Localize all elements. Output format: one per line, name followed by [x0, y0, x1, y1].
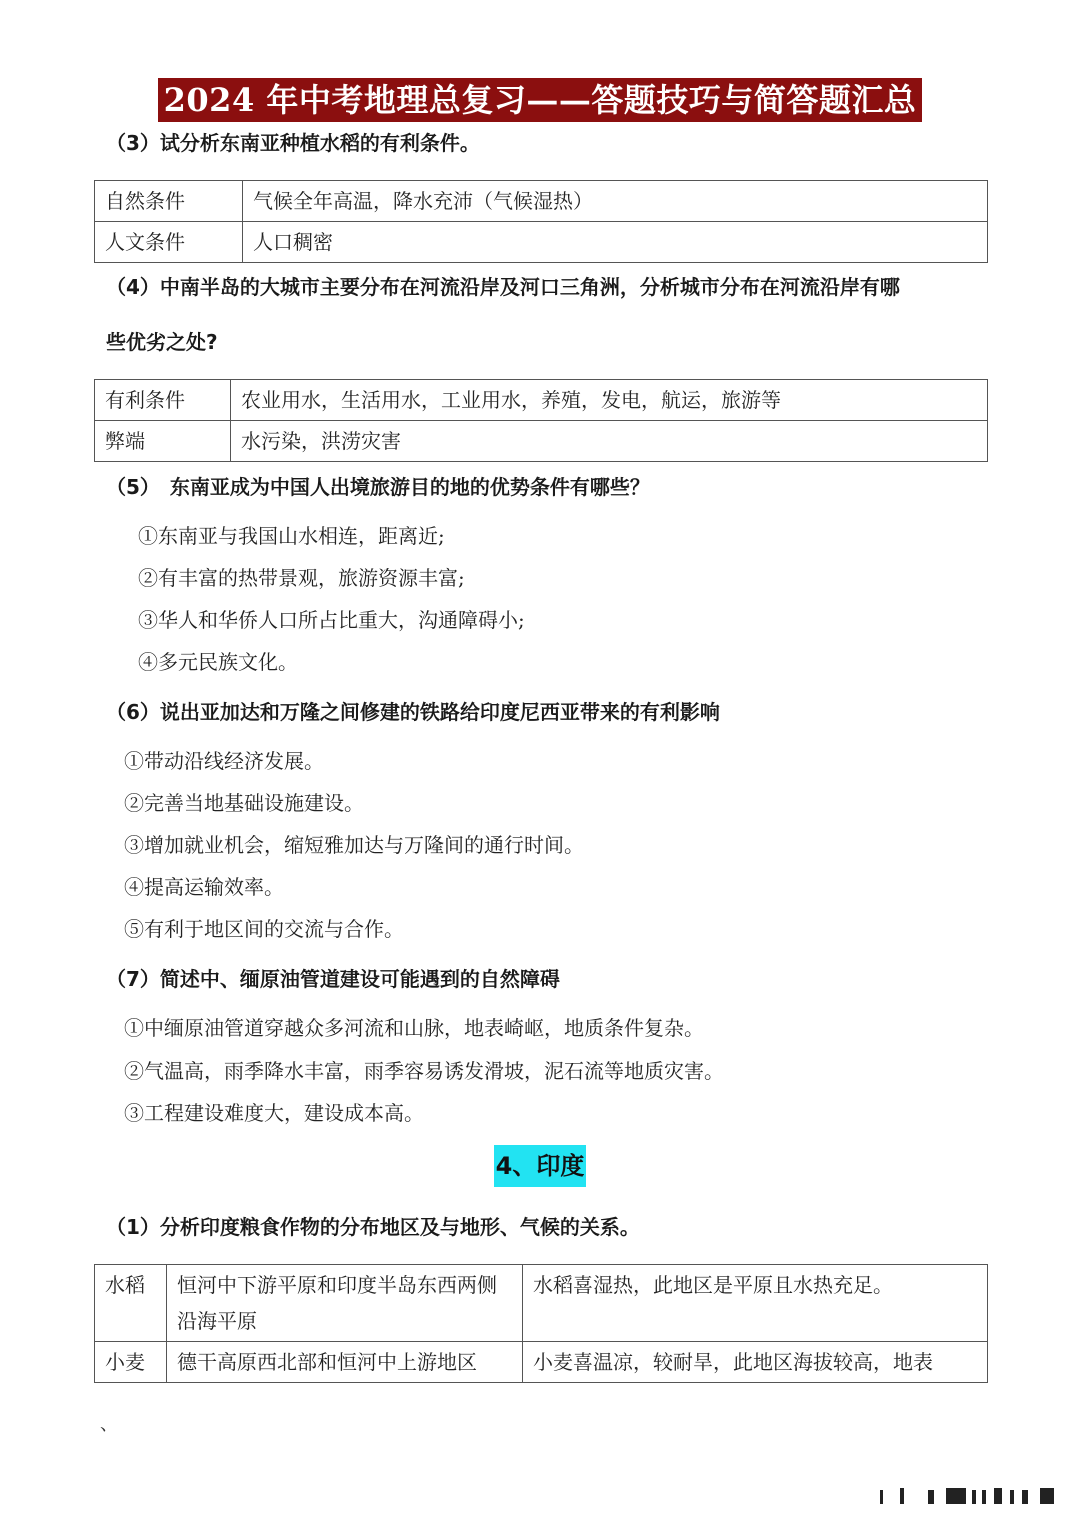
table-row [95, 181, 988, 222]
table-row [95, 1265, 988, 1342]
crop-table [94, 1264, 988, 1383]
section4-question-1: （1）分析印度粮食作物的分布地区及与地形、气候的关系。 [106, 1215, 640, 1239]
question-6: （6）说出亚加达和万隆之间修建的铁路给印度尼西亚带来的有利影响 [106, 700, 720, 724]
bar-mark [982, 1490, 986, 1504]
crop-name-0: 水稻 [95, 1265, 167, 1342]
bar-mark [946, 1488, 966, 1504]
q3-label-1: 人文条件 [95, 222, 243, 263]
table-row [95, 380, 988, 421]
q7-item-3: ③工程建设难度大，建设成本高。 [124, 1101, 424, 1125]
q5-item-2: ②有丰富的热带景观，旅游资源丰富; [138, 566, 465, 590]
q4-value-1: 水污染，洪涝灾害 [231, 421, 988, 462]
question-7: （7）简述中、缅原油管道建设可能遇到的自然障碍 [106, 967, 560, 991]
q3-table [94, 180, 988, 263]
bar-mark [1010, 1490, 1014, 1504]
q7-item-2: ②气温高，雨季降水丰富，雨季容易诱发滑坡，泥石流等地质灾害。 [124, 1059, 724, 1083]
q5-item-4: ④多元民族文化。 [138, 650, 298, 674]
q4-table [94, 379, 988, 462]
q3-value-0: 气候全年高温，降水充沛（气候湿热） [243, 181, 988, 222]
table-row [95, 421, 988, 462]
question-4-line2: 些优劣之处? [106, 330, 218, 354]
bar-mark [972, 1490, 976, 1504]
bar-mark [900, 1488, 904, 1504]
q3-label-0: 自然条件 [95, 181, 243, 222]
question-4-line1: （4）中南半岛的大城市主要分布在河流沿岸及河口三角洲，分析城市分布在河流沿岸有哪 [106, 275, 900, 299]
question-3: （3）试分析东南亚种植水稻的有利条件。 [106, 131, 480, 155]
page-title: 2024 年中考地理总复习——答题技巧与简答题汇总 [158, 78, 923, 122]
bar-mark [928, 1490, 934, 1504]
bar-mark [880, 1490, 883, 1504]
q6-item-5: ⑤有利于地区间的交流与合作。 [124, 917, 404, 941]
bar-mark [994, 1488, 1002, 1504]
bar-mark [1022, 1490, 1028, 1504]
table-row [95, 222, 988, 263]
bar-mark [1040, 1488, 1054, 1504]
section-heading-container [0, 1145, 1080, 1187]
q5-item-3: ③华人和华侨人口所占比重大，沟通障碍小; [138, 608, 525, 632]
title-container [0, 78, 1080, 122]
crop-relation-1: 小麦喜温凉，较耐旱，此地区海拔较高，地表 [523, 1342, 988, 1383]
q7-item-1: ①中缅原油管道穿越众多河流和山脉，地表崎岖，地质条件复杂。 [124, 1016, 704, 1040]
q6-item-2: ②完善当地基础设施建设。 [124, 791, 364, 815]
crop-name-1: 小麦 [95, 1342, 167, 1383]
q5-item-1: ①东南亚与我国山水相连，距离近; [138, 524, 445, 548]
q6-item-3: ③增加就业机会，缩短雅加达与万隆间的通行时间。 [124, 833, 584, 857]
crop-region-1: 德干高原西北部和恒河中上游地区 [167, 1342, 523, 1383]
table-row [95, 1342, 988, 1383]
footer-mark: 、 [100, 1414, 118, 1435]
crop-relation-0: 水稻喜湿热，此地区是平原且水热充足。 [523, 1265, 988, 1342]
crop-region-0: 恒河中下游平原和印度半岛东西两侧沿海平原 [167, 1265, 523, 1342]
q4-label-0: 有利条件 [95, 380, 231, 421]
q4-label-1: 弊端 [95, 421, 231, 462]
q6-item-4: ④提高运输效率。 [124, 875, 284, 899]
q4-value-0: 农业用水，生活用水，工业用水，养殖，发电，航运，旅游等 [231, 380, 988, 421]
section-heading: 4、印度 [494, 1145, 587, 1187]
question-5: （5） 东南亚成为中国人出境旅游目的地的优势条件有哪些？ [106, 475, 650, 499]
q6-item-1: ①带动沿线经济发展。 [124, 749, 324, 773]
q3-value-1: 人口稠密 [243, 222, 988, 263]
